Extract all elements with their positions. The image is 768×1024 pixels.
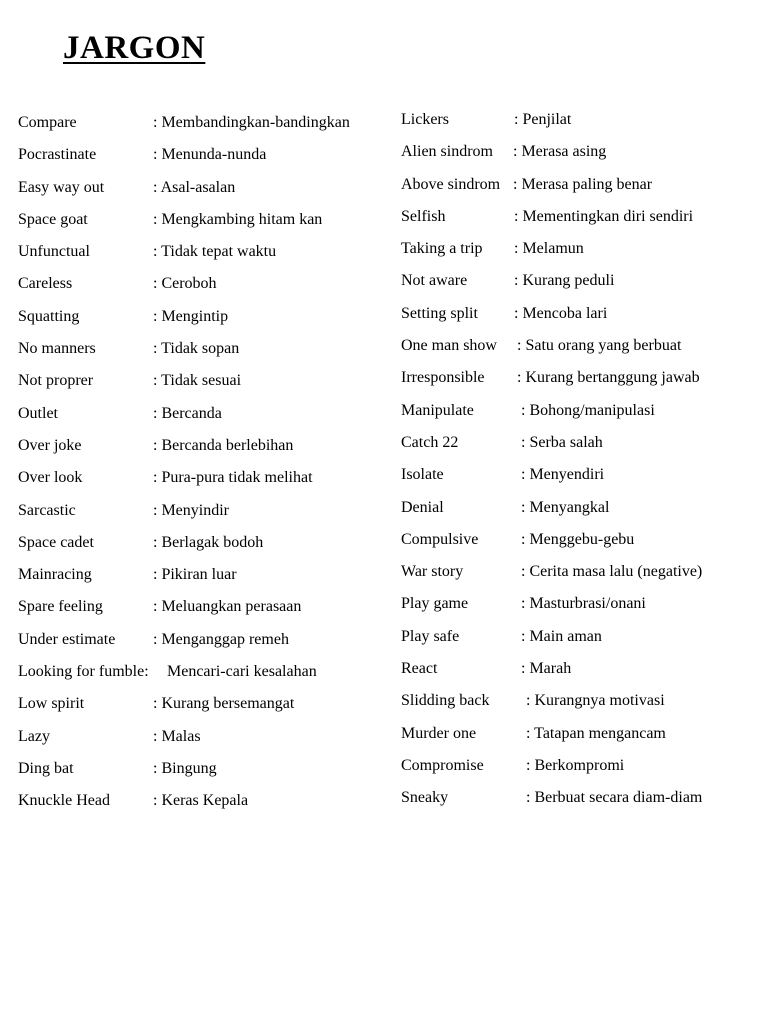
- glossary-row: [401, 754, 761, 786]
- term: Compare: [18, 114, 77, 131]
- glossary-row: [18, 240, 388, 272]
- definition: : Meluangkan perasaan: [153, 598, 302, 616]
- glossary-row: [401, 496, 761, 528]
- term: Squatting: [18, 307, 80, 325]
- term: Manipulate: [401, 401, 474, 419]
- term: Pocrastinate: [18, 146, 97, 164]
- definition: Mencari-cari kesalahan: [167, 663, 317, 681]
- definition: : Menyendiri: [521, 466, 605, 484]
- term: Slidding back: [401, 692, 490, 710]
- glossary-row: [401, 108, 761, 140]
- term: Sneaky: [401, 789, 449, 807]
- glossary-row: [401, 689, 761, 721]
- glossary-row: [401, 173, 761, 205]
- definition: : Tidak tepat waktu: [153, 243, 277, 261]
- definition: : Berlagak bodoh: [153, 533, 264, 551]
- definition: : Kurang peduli: [514, 272, 615, 290]
- term: Murder one: [401, 724, 477, 742]
- glossary-row: [401, 657, 761, 689]
- glossary-row: [18, 725, 388, 757]
- term: Lazy: [18, 727, 50, 745]
- term: One man show: [401, 337, 497, 355]
- definition: : Tidak sopan: [153, 340, 240, 358]
- definition: : Berkompromi: [526, 756, 625, 774]
- glossary-row: [18, 305, 388, 337]
- definition: : Mengintip: [153, 307, 229, 325]
- term: Not aware: [401, 272, 468, 290]
- term: Sarcastic: [18, 501, 76, 519]
- term: Alien sindrom: [401, 143, 493, 161]
- definition: : Main aman: [521, 627, 602, 645]
- definition: : Mencoba lari: [514, 304, 608, 322]
- glossary-row: [18, 499, 388, 531]
- glossary-row: [401, 334, 761, 366]
- definition: : Merasa paling benar: [513, 175, 653, 193]
- glossary-row: [18, 660, 388, 692]
- glossary-row: [401, 205, 761, 237]
- definition: : Menyindir: [153, 501, 229, 519]
- glossary-row: [18, 595, 388, 627]
- definition: : Satu orang yang berbuat: [517, 337, 682, 355]
- definition: : Menganggap remeh: [153, 630, 289, 648]
- definition: : Keras Kepala: [153, 792, 249, 810]
- glossary-row: [18, 111, 388, 143]
- term: Looking for fumble:: [18, 663, 149, 681]
- glossary-row: [401, 786, 761, 818]
- definition: : Bercanda: [153, 404, 222, 422]
- definition: : Berbuat secara diam-diam: [526, 789, 703, 807]
- glossary-row: [18, 692, 388, 724]
- definition: : Bercanda berlebihan: [153, 436, 294, 454]
- definition: : Penjilat: [514, 111, 572, 128]
- term: Mainracing: [18, 566, 92, 584]
- term: Lickers: [401, 111, 449, 128]
- term: Irresponsible: [401, 369, 485, 387]
- term: React: [401, 660, 438, 678]
- term: Under estimate: [18, 630, 116, 648]
- term: Denial: [401, 498, 444, 516]
- term: No manners: [18, 340, 96, 358]
- term: Knuckle Head: [18, 792, 110, 810]
- definition: : Asal-asalan: [153, 178, 236, 196]
- glossary-row: [18, 757, 388, 789]
- definition: : Kurang bersemangat: [153, 695, 295, 713]
- term: War story: [401, 563, 464, 581]
- glossary-row: [18, 434, 388, 466]
- glossary-row: [401, 560, 761, 592]
- definition: : Kurang bertanggung jawab: [517, 369, 700, 387]
- glossary-row: [401, 269, 761, 301]
- definition: : Malas: [153, 727, 201, 745]
- term: Low spirit: [18, 695, 85, 713]
- glossary-row: [18, 402, 388, 434]
- definition: : Marah: [521, 660, 572, 678]
- definition: : Menggebu-gebu: [521, 530, 635, 548]
- definition: : Mementingkan diri sendiri: [514, 207, 694, 225]
- glossary-row: [18, 337, 388, 369]
- term: Play safe: [401, 627, 460, 645]
- term: Spare feeling: [18, 598, 103, 616]
- glossary-row: [401, 140, 761, 172]
- glossary-row: [401, 463, 761, 495]
- glossary-row: [18, 208, 388, 240]
- glossary-row: [401, 625, 761, 657]
- term: Above sindrom: [401, 175, 501, 193]
- glossary-row: [18, 628, 388, 660]
- definition: : Melamun: [514, 240, 584, 258]
- definition: : Menunda-nunda: [153, 146, 267, 164]
- page-title: JARGON: [63, 30, 206, 66]
- glossary-row: [18, 563, 388, 595]
- term: Easy way out: [18, 178, 105, 196]
- glossary-row: [18, 143, 388, 175]
- definition: : Serba salah: [521, 433, 603, 451]
- definition: : Ceroboh: [153, 275, 217, 293]
- glossary-row: [18, 176, 388, 208]
- glossary-row: [401, 302, 761, 334]
- term: Taking a trip: [401, 240, 483, 258]
- definition: : Menyangkal: [521, 498, 610, 516]
- left-glossary-column: [18, 111, 388, 822]
- glossary-row: [18, 789, 388, 821]
- glossary-row: [401, 528, 761, 560]
- definition: : Masturbrasi/onani: [521, 595, 646, 613]
- definition: : Membandingkan-bandingkan: [153, 114, 350, 131]
- glossary-row: [401, 237, 761, 269]
- definition: : Tidak sesuai: [153, 372, 242, 390]
- term: Catch 22: [401, 433, 459, 451]
- definition: : Mengkambing hitam kan: [153, 210, 323, 228]
- term: Unfunctual: [18, 243, 90, 261]
- term: Over joke: [18, 436, 82, 454]
- right-glossary-column: [401, 108, 761, 819]
- definition: : Merasa asing: [513, 143, 607, 161]
- glossary-row: [401, 399, 761, 431]
- definition: : Cerita masa lalu (negative): [521, 563, 703, 581]
- term: Space goat: [18, 210, 88, 228]
- term: Careless: [18, 275, 73, 293]
- term: Ding bat: [18, 759, 74, 777]
- term: Isolate: [401, 466, 444, 484]
- definition: : Tatapan mengancam: [526, 724, 666, 742]
- glossary-row: [401, 366, 761, 398]
- definition: : Pikiran luar: [153, 566, 237, 584]
- glossary-row: [18, 531, 388, 563]
- term: Setting split: [401, 304, 478, 322]
- term: Compromise: [401, 756, 484, 774]
- term: Space cadet: [18, 533, 94, 551]
- term: Play game: [401, 595, 469, 613]
- term: Outlet: [18, 404, 58, 422]
- term: Compulsive: [401, 530, 479, 548]
- glossary-row: [18, 369, 388, 401]
- glossary-row: [401, 592, 761, 624]
- term: Not proprer: [18, 372, 94, 390]
- term: Selfish: [401, 207, 446, 225]
- definition: : Bohong/manipulasi: [521, 401, 655, 419]
- glossary-row: [18, 272, 388, 304]
- definition: : Kurangnya motivasi: [526, 692, 665, 710]
- definition: : Bingung: [153, 759, 217, 777]
- glossary-row: [18, 466, 388, 498]
- glossary-row: [401, 722, 761, 754]
- glossary-row: [401, 431, 761, 463]
- definition: : Pura-pura tidak melihat: [153, 469, 313, 487]
- term: Over look: [18, 469, 83, 487]
